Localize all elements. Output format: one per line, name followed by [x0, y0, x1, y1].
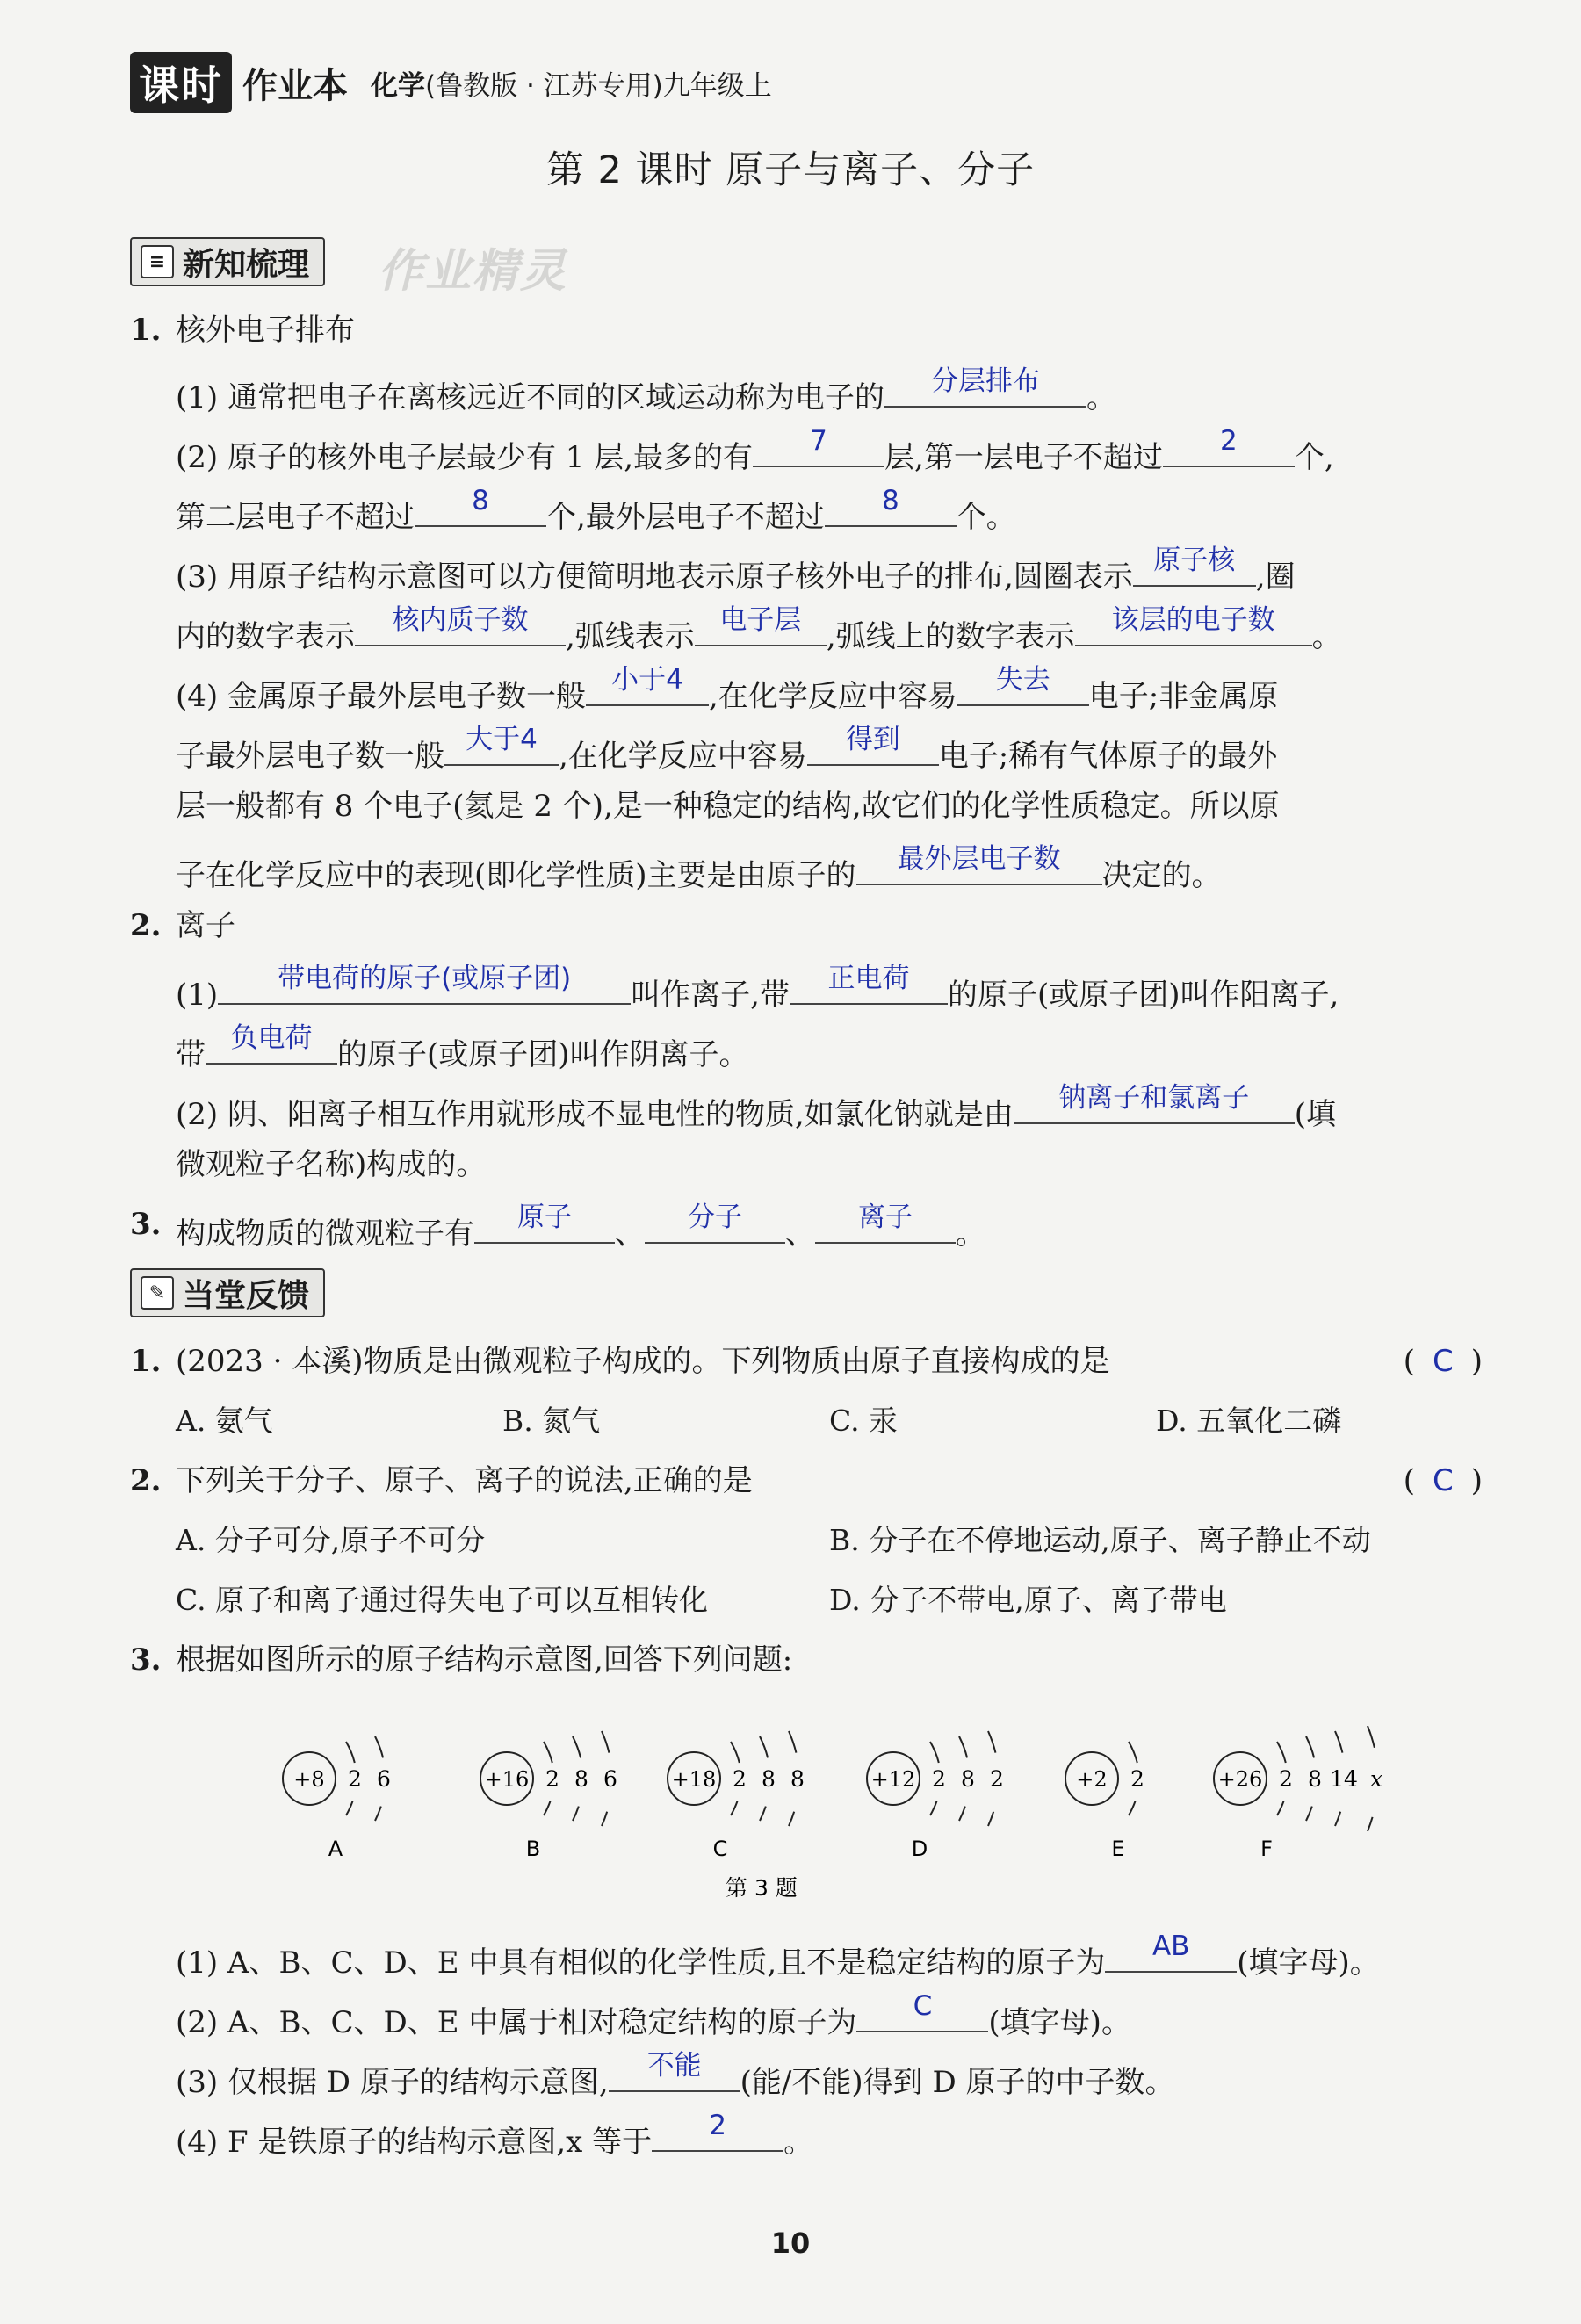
item-text: 子在化学反应中的表现(即化学性质)主要是由原子的 [176, 858, 856, 893]
item-text: 构成物质的微观粒子有 [176, 1216, 474, 1252]
nucleus-charge: +18 [671, 1767, 717, 1792]
item-text: 第二层电子不超过 [176, 500, 415, 535]
choice-b: B. 分子在不停地运动,原子、离子静止不动 [829, 1523, 1371, 1557]
shell-electron-count: 6 [377, 1766, 391, 1792]
handwritten-answer: 分层排布 [930, 365, 1040, 397]
item-2-1-cont [176, 1024, 749, 1076]
nucleus-charge: +26 [1217, 1767, 1263, 1792]
sub-question-3 [176, 2052, 1175, 2104]
shell-electron-count: 2 [932, 1766, 946, 1792]
choice-c: C. 原子和离子通过得失电子可以互相转化 [176, 1583, 709, 1617]
section-tag-new-knowledge [130, 237, 325, 286]
paren-right: ) [1470, 1344, 1483, 1379]
shell-electron-count: 8 [574, 1766, 588, 1792]
handwritten-answer: 电子层 [719, 604, 802, 636]
paren-left: ( [1403, 1463, 1415, 1498]
item-text: 带 [176, 1037, 206, 1072]
answer-blank [1133, 546, 1256, 587]
item-text: 。 [1086, 380, 1116, 415]
item-text: (3) 用原子结构示意图可以方便简明地表示原子核外电子的排布,圆圈表示 [176, 559, 1133, 595]
paren-right: ) [1470, 1463, 1483, 1498]
choice-d: D. 五氧化二磷 [1156, 1404, 1342, 1438]
item-1-4 [176, 666, 1278, 718]
item-1-3-cont [176, 606, 1342, 658]
handwritten-answer: C [913, 1990, 933, 2022]
handwritten-answer: AB [1151, 1931, 1190, 1962]
shell-electron-count: 8 [1308, 1766, 1322, 1792]
answer-blank [856, 845, 1102, 885]
handwritten-answer: 8 [472, 485, 489, 516]
atom-label: E [1111, 1837, 1125, 1861]
sub-question-4 [176, 2111, 813, 2163]
shell-electron-count: 8 [790, 1766, 805, 1792]
item-3 [176, 1203, 985, 1255]
answer-blank [856, 1992, 988, 2032]
shell-electron-count: 2 [545, 1766, 559, 1792]
brand-logo: 课时 [130, 52, 232, 113]
item-1-3 [176, 546, 1296, 598]
handwritten-answer: 带电荷的原子(或原子团) [278, 963, 572, 994]
watermark: 作业精灵 [378, 245, 568, 298]
shell-electron-count: 2 [1130, 1766, 1144, 1792]
question-number: 3. [130, 1207, 162, 1242]
item-text: 个,最外层电子不超过 [546, 500, 825, 535]
item-text: 电子;稀有气体原子的最外 [938, 739, 1278, 774]
item-text: 电子;非金属原 [1088, 679, 1279, 714]
book-icon: ≡ [141, 245, 174, 278]
answer-blank [474, 1203, 615, 1244]
choice-a: A. 氨气 [176, 1404, 273, 1438]
question-number: 1. [130, 1344, 162, 1379]
item-text: (3) 仅根据 D 原子的结构示意图, [176, 2065, 609, 2100]
handwritten-answer: 8 [881, 485, 899, 516]
shell-electron-count: 8 [762, 1766, 776, 1792]
atom-diagram-d [867, 1731, 1004, 1861]
question-number: 1. [130, 313, 162, 348]
answer-blank [645, 1203, 785, 1244]
item-text: (1) A、B、C、D、E 中具有相似的化学性质,且不是稳定结构的原子为 [176, 1945, 1106, 1981]
shell-electron-count: 6 [603, 1766, 617, 1792]
item-text: 子最外层电子数一般 [176, 739, 444, 774]
handwritten-answer: 原子 [517, 1202, 572, 1233]
atom-diagram-c [668, 1731, 805, 1861]
answer-blank [355, 606, 566, 646]
mc-question-1: (2023 · 本溪)物质是由微观粒子构成的。下列物质由原子直接构成的是 [176, 1344, 1110, 1379]
shell-electron-count: 2 [990, 1766, 1004, 1792]
atom-diagram-b [480, 1731, 617, 1861]
answer-blank [790, 964, 948, 1005]
item-text: 、 [615, 1216, 645, 1252]
item-text: (1) 通常把电子在离核远近不同的区域运动称为电子的 [176, 380, 884, 415]
choice-d: D. 分子不带电,原子、离子带电 [829, 1583, 1227, 1617]
item-text: (2) A、B、C、D、E 中属于相对稳定结构的原子为 [176, 2005, 857, 2040]
sub-question-1 [176, 1932, 1380, 1984]
item-text: ,圈 [1255, 559, 1296, 595]
answer-blank [807, 725, 939, 766]
item-1-2 [176, 427, 1334, 479]
item-2-2 [176, 1084, 1336, 1136]
atom-diagram-a [283, 1736, 391, 1861]
answer-blank [415, 487, 546, 527]
question-number: 2. [130, 908, 162, 943]
item-text: ,弧线表示 [566, 619, 695, 654]
answer-blank [1075, 606, 1312, 646]
subject-edition: (鲁教版 · 江苏专用)九年级上 [425, 69, 772, 102]
item-text: ,弧线上的数字表示 [826, 619, 1075, 654]
item-text: 个。 [956, 500, 1016, 535]
item-text: 决定的。 [1101, 858, 1222, 893]
item-text: 的原子(或原子团)叫作阳离子, [947, 978, 1339, 1013]
question-number: 2. [130, 1463, 162, 1498]
item-text: (填 [1294, 1097, 1337, 1132]
atom-structure-figure [0, 1695, 1581, 1906]
item-text: (4) F 是铁原子的结构示意图,x 等于 [176, 2125, 653, 2160]
answer-blank [652, 2111, 783, 2152]
answer-blank [825, 487, 957, 527]
pencil-icon: ✎ [141, 1276, 174, 1310]
answer-blank [609, 2052, 740, 2092]
handwritten-answer: 分子 [688, 1202, 742, 1233]
question-title: 离子 [176, 908, 235, 943]
handwritten-answer: 2 [709, 2110, 727, 2141]
answer-blank [695, 606, 827, 646]
item-text: (2) 阴、阳离子相互作用就形成不显电性的物质,如氯化钠就是由 [176, 1097, 1014, 1132]
sub-question-2 [176, 1992, 1131, 2044]
item-text: 。 [783, 2125, 814, 2160]
nucleus-charge: +2 [1076, 1767, 1108, 1792]
shell-electron-count: 8 [961, 1766, 975, 1792]
handwritten-answer: 不能 [646, 2050, 702, 2082]
handwritten-answer: 正电荷 [827, 963, 910, 994]
shell-electron-count: 14 [1330, 1766, 1358, 1792]
shell-electron-count: 2 [1279, 1766, 1293, 1792]
item-text: 个, [1294, 440, 1334, 475]
item-1-2-cont [176, 487, 1016, 538]
item-1-4-cont3 [176, 845, 1222, 897]
answer-blank [1105, 1932, 1237, 1973]
shell-electron-count: 2 [733, 1766, 747, 1792]
item-text: 。 [1311, 619, 1342, 654]
handwritten-answer: 负电荷 [230, 1022, 313, 1054]
question-title: 核外电子排布 [176, 313, 355, 348]
shell-electron-count: x [1369, 1766, 1383, 1792]
handwritten-answer: 该层的电子数 [1111, 604, 1275, 636]
item-text: (能/不能)得到 D 原子的中子数。 [740, 2065, 1175, 2100]
handwritten-answer: 得到 [845, 724, 900, 755]
handwritten-answer: 原子核 [1153, 545, 1236, 576]
handwritten-answer: C [1432, 1463, 1454, 1498]
handwritten-answer: 7 [810, 425, 827, 457]
mc-question-2: 下列关于分子、原子、离子的说法,正确的是 [176, 1463, 753, 1498]
answer-blank [218, 964, 631, 1005]
answer-blank [815, 1203, 956, 1244]
section-title: 新知梳理 [183, 246, 310, 283]
answer-blank [1163, 427, 1295, 467]
choice-a: A. 分子可分,原子不可分 [176, 1523, 486, 1557]
subject-info [371, 63, 772, 103]
item-text: 层,第一层电子不超过 [884, 440, 1163, 475]
answer-paren [1404, 1340, 1483, 1382]
item-1-4-cont [176, 725, 1277, 777]
item-text: (填字母)。 [1237, 1945, 1380, 1981]
item-1-4-cont2: 层一般都有 8 个电子(氦是 2 个),是一种稳定的结构,故它们的化学性质稳定。所以原 [176, 789, 1280, 824]
answer-blank [753, 427, 884, 467]
page-number: 10 [770, 2227, 811, 2260]
section-title: 当堂反馈 [183, 1277, 310, 1314]
handwritten-answer: 小于4 [611, 664, 683, 696]
choice-b: B. 氮气 [502, 1404, 601, 1438]
question-number: 3. [130, 1642, 162, 1678]
handwritten-answer: 2 [1219, 425, 1238, 457]
atom-label: C [712, 1837, 728, 1861]
choices-block [0, 1519, 1581, 1621]
item-2-2-cont: 微观粒子名称)构成的。 [176, 1147, 487, 1182]
item-text: ,在化学反应中容易 [559, 739, 807, 774]
choices-row [0, 1400, 1581, 1442]
item-text: ,在化学反应中容易 [708, 679, 957, 714]
atom-diagram-f [1214, 1726, 1382, 1861]
subject-name: 化学 [371, 69, 425, 102]
handwritten-answer: 失去 [995, 664, 1050, 696]
handwritten-answer: 核内质子数 [392, 604, 529, 636]
answer-blank [444, 725, 559, 766]
item-text: (1) [176, 978, 219, 1013]
nucleus-charge: +16 [484, 1767, 530, 1792]
nucleus-charge: +8 [293, 1767, 325, 1792]
item-text: 叫作离子,带 [631, 978, 790, 1013]
item-text: (2) 原子的核外电子层最少有 1 层,最多的有 [176, 440, 754, 475]
question-3-text: 根据如图所示的原子结构示意图,回答下列问题: [176, 1642, 793, 1678]
choice-c: C. 汞 [829, 1404, 899, 1438]
atom-label: A [328, 1837, 343, 1861]
answer-blank [586, 666, 709, 706]
section-tag-feedback [130, 1268, 325, 1317]
header [130, 54, 772, 111]
figure-caption: 第 3 题 [726, 1875, 798, 1901]
item-text: 。 [956, 1216, 985, 1252]
item-text: 的原子(或原子团)叫作阴离子。 [337, 1037, 749, 1072]
lesson-title: 第 2 课时 原子与离子、分子 [545, 148, 1036, 192]
item-2-1 [176, 964, 1339, 1016]
answer-blank [957, 666, 1089, 706]
atom-diagram-e [1065, 1742, 1144, 1861]
shell-electron-count: 2 [348, 1766, 362, 1792]
nucleus-charge: +12 [870, 1767, 916, 1792]
handwritten-answer: 最外层电子数 [897, 843, 1061, 875]
atom-label: F [1260, 1837, 1273, 1861]
item-text: 、 [785, 1216, 815, 1252]
handwritten-answer: C [1432, 1344, 1454, 1379]
handwritten-answer: 离子 [858, 1202, 913, 1233]
answer-blank [206, 1024, 337, 1065]
atom-label: B [525, 1837, 541, 1861]
paren-left: ( [1403, 1344, 1415, 1379]
handwritten-answer: 钠离子和氯离子 [1058, 1082, 1250, 1114]
answer-paren [1404, 1460, 1483, 1502]
brand-name: 作业本 [242, 65, 348, 106]
item-text: (填字母)。 [988, 2005, 1131, 2040]
atom-label: D [911, 1837, 928, 1861]
answer-blank [884, 367, 1086, 408]
handwritten-answer: 大于4 [466, 724, 538, 755]
item-text: (4) 金属原子最外层电子数一般 [176, 679, 586, 714]
item-1-1 [176, 367, 1116, 419]
answer-blank [1014, 1084, 1295, 1124]
item-text: 内的数字表示 [176, 619, 355, 654]
